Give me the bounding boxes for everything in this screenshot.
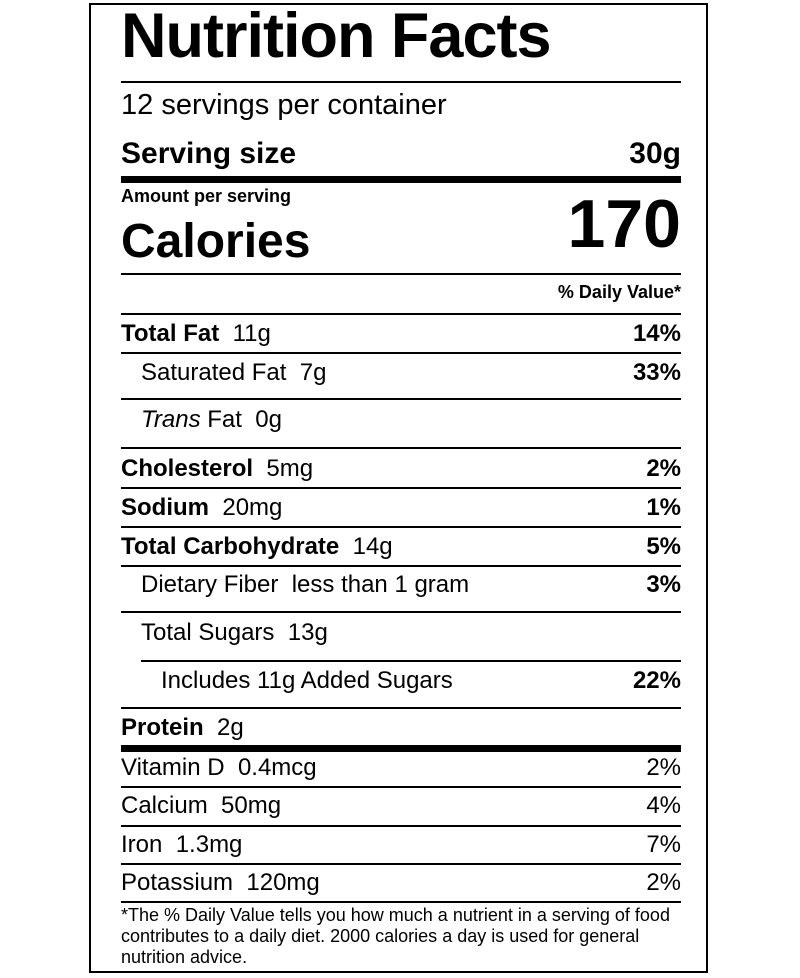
nutrient-row-total-carbohydrate — [121, 533, 681, 563]
vitamin-name: Vitamin D — [121, 754, 225, 781]
nutrient-name: Total Fat — [121, 320, 220, 347]
divider-thin — [121, 526, 681, 528]
nutrient-dv: 33% — [632, 359, 681, 386]
vitamin-amount: 50mg — [221, 792, 282, 819]
vitamin-name: Calcium — [121, 792, 208, 819]
daily-value-header: % Daily Value* — [557, 282, 681, 302]
divider-thin — [121, 313, 681, 315]
vitamin-row-iron — [121, 831, 681, 861]
nutrient-row-total-sugars — [121, 619, 681, 649]
nutrient-amount: 7g — [299, 359, 327, 386]
nutrient-name: Fat — [207, 406, 242, 433]
divider-thick — [121, 745, 681, 752]
nutrient-dv: 3% — [646, 571, 681, 598]
vitamin-amount: 120mg — [246, 869, 320, 896]
divider-thin — [121, 786, 681, 788]
nutrient-row-trans-fat — [121, 406, 681, 436]
nutrient-amount: 5mg — [266, 455, 314, 482]
divider-thin — [121, 352, 681, 354]
vitamin-row-calcium — [121, 792, 681, 822]
divider-thin — [121, 901, 681, 903]
vitamin-name: Potassium — [121, 869, 234, 896]
amount-per-serving: Amount per serving — [121, 186, 292, 206]
nutrient-amount: 14g — [352, 533, 393, 560]
vitamin-dv: 7% — [646, 831, 681, 858]
nutrient-dv: 2% — [646, 455, 681, 482]
vitamin-row-potassium — [121, 869, 681, 899]
divider-thin — [121, 398, 681, 400]
nutrient-dv: 1% — [646, 494, 681, 521]
nutrient-dv: 14% — [632, 320, 681, 347]
nutrient-name: Dietary Fiber — [141, 571, 279, 598]
label-title: Nutrition Facts — [121, 1, 551, 71]
nutrient-row-total-fat — [121, 320, 681, 350]
vitamin-dv: 4% — [646, 792, 681, 819]
vitamin-amount: 0.4mcg — [237, 754, 317, 781]
nutrient-amount: less than 1 gram — [291, 571, 470, 598]
calories-value: 170 — [567, 186, 681, 262]
nutrient-row-dietary-fiber — [121, 571, 681, 601]
divider-thin — [121, 565, 681, 567]
divider-thick — [121, 176, 681, 183]
nutrient-dv: 22% — [632, 667, 681, 694]
footnote: *The % Daily Value tells you how much a nutrient in a serving of food contributes to a daily diet. 2000 calories a day is used for general nutrition advice. — [121, 905, 670, 967]
nutrient-name: Sodium — [121, 494, 209, 521]
divider-thin — [121, 863, 681, 865]
label-content — [121, 1, 681, 971]
nutrient-name: Cholesterol — [121, 455, 254, 482]
divider-thin — [121, 611, 681, 613]
nutrient-amount: 20mg — [222, 494, 283, 521]
calories-label: Calories — [121, 215, 311, 268]
nutrition-label — [89, 3, 708, 973]
vitamin-row-vitamin-d — [121, 754, 681, 784]
nutrient-amount: 11g — [232, 320, 271, 347]
nutrient-name: Total Carbohydrate — [121, 533, 340, 560]
divider-thin — [121, 447, 681, 449]
nutrient-row-sodium — [121, 494, 681, 524]
servings-per-container: 12 servings per container — [121, 89, 447, 121]
nutrient-row-cholesterol — [121, 455, 681, 485]
divider-thin — [121, 273, 681, 275]
divider-thin-indented — [141, 660, 681, 662]
nutrient-name: Saturated Fat — [141, 359, 287, 386]
vitamin-dv: 2% — [646, 754, 681, 781]
divider-thin — [121, 707, 681, 709]
divider-thin — [121, 825, 681, 827]
vitamin-name: Iron — [121, 831, 163, 858]
divider-thin — [121, 81, 681, 83]
nutrient-row-saturated-fat — [121, 359, 681, 389]
vitamin-amount: 1.3mg — [175, 831, 243, 858]
nutrient-name-italic: Trans — [141, 406, 201, 433]
nutrient-amount: 13g — [287, 619, 328, 646]
divider-thin — [121, 487, 681, 489]
nutrient-name: Total Sugars — [141, 619, 275, 646]
nutrient-row-added-sugars — [121, 667, 681, 697]
vitamin-dv: 2% — [646, 869, 681, 896]
serving-size-label: Serving size — [121, 137, 297, 170]
nutrient-name: Protein — [121, 714, 204, 741]
nutrient-amount: 0g — [255, 406, 282, 433]
serving-size-value: 30g — [629, 137, 681, 170]
nutrient-name: Includes 11g Added Sugars — [161, 667, 453, 694]
nutrient-dv: 5% — [646, 533, 681, 560]
nutrient-amount: 2g — [217, 714, 244, 741]
nutrient-row-protein — [121, 714, 681, 744]
